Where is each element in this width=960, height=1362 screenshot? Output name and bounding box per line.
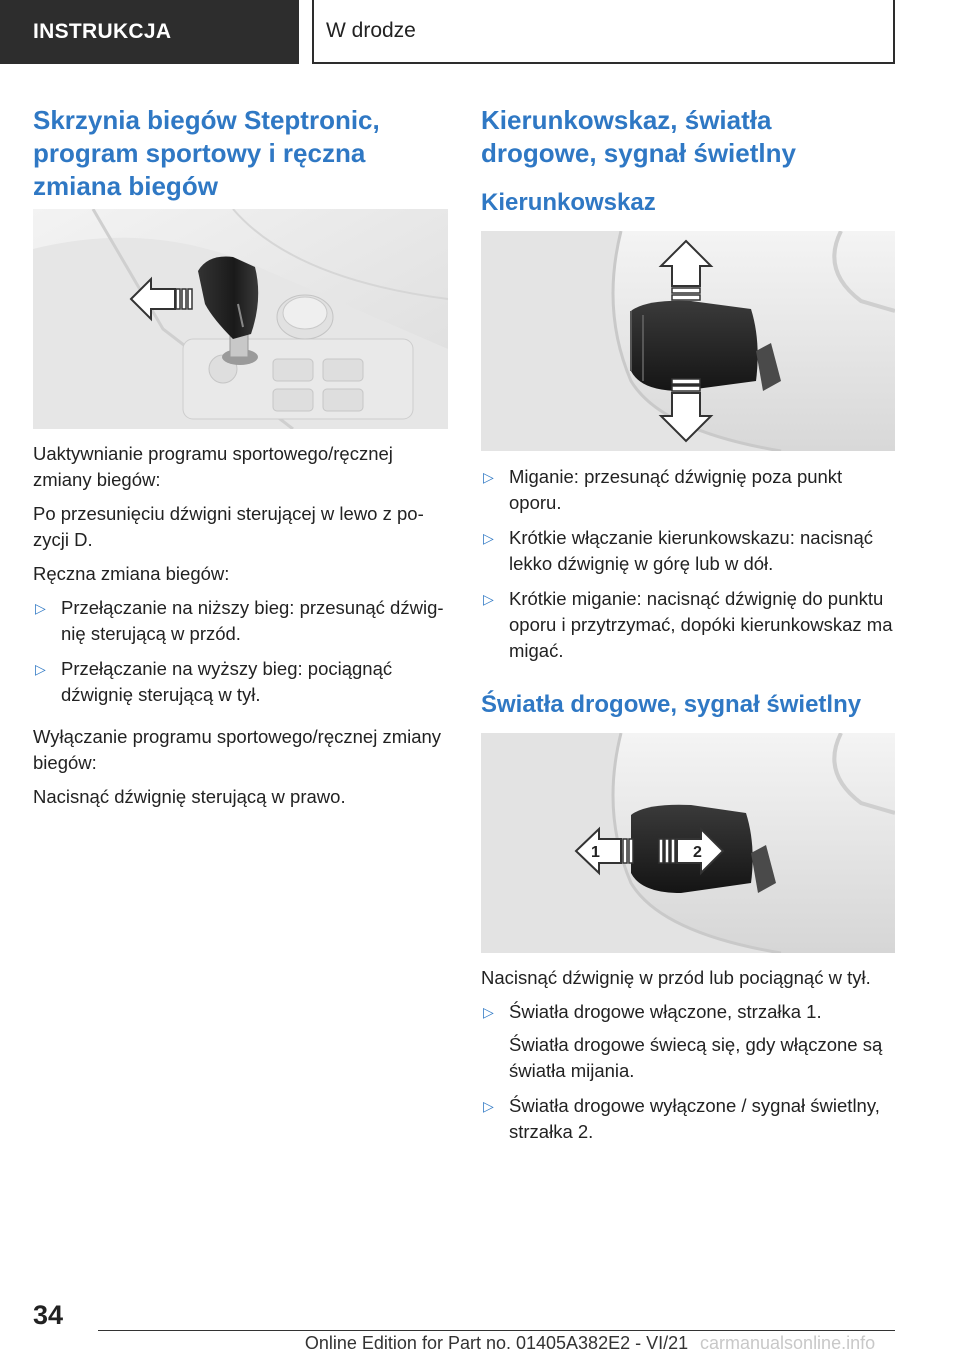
list-item xyxy=(481,586,895,664)
triangle-bullet-icon: ▷ xyxy=(483,1004,494,1020)
list-item xyxy=(481,999,895,1084)
high-beam-lever-illustration xyxy=(481,733,895,953)
list-item xyxy=(33,595,448,647)
bullet-list xyxy=(481,999,895,1145)
section-title-steptronic xyxy=(33,104,448,203)
list-item xyxy=(33,656,448,708)
list-item xyxy=(481,1093,895,1145)
bullet-list xyxy=(481,464,895,664)
turn-signal-text xyxy=(481,464,895,673)
watermark: carmanualsonline.info xyxy=(700,1333,876,1353)
arrow-label-1: 1 xyxy=(591,844,600,861)
list-item xyxy=(481,525,895,577)
list-item-text: Przełączanie na niższy bieg: przesunąć dźwig-nię sterującą w przód. xyxy=(61,597,444,644)
paragraph: Nacisnąć dźwignię sterującą w prawo. xyxy=(33,786,346,807)
paragraph: Ręczna zmiana biegów: xyxy=(33,563,230,584)
triangle-bullet-icon: ▷ xyxy=(483,591,494,607)
chapter-tab: W drodze xyxy=(312,0,895,64)
page-header xyxy=(0,0,960,66)
list-item-text: Miganie: przesunąć dźwignię poza punkt oporu. xyxy=(509,466,843,513)
high-beam-text xyxy=(481,965,895,1154)
footer-edition: Online Edition for Part no. 01405A382E2 - VI/21 xyxy=(304,1333,689,1353)
title-line: Skrzynia biegów Steptronic, xyxy=(33,105,380,135)
list-item-text: Światła drogowe włączone, strzałka 1. xyxy=(509,1001,822,1022)
section-title-turn-signal xyxy=(481,104,895,170)
section-tab: INSTRUKCJA xyxy=(0,0,299,64)
paragraph: Wyłączanie programu sportowego/ręcznej zmiany biegów: xyxy=(33,726,442,773)
title-line: program sportowy i ręczna xyxy=(33,138,366,168)
list-item-text: Przełączanie na wyższy bieg: pociągnąć dźwignię sterującą w tył. xyxy=(61,658,393,705)
paragraph: Po przesunięciu dźwigni sterującej w lewo z po-zycji D. xyxy=(33,503,424,550)
page-number: 34 xyxy=(33,1300,64,1330)
triangle-bullet-icon: ▷ xyxy=(483,469,494,485)
paragraph: Nacisnąć dźwignię w przód lub pociągnąć w tył. xyxy=(481,967,871,988)
title-line: Kierunkowskaz, światła xyxy=(481,105,772,135)
list-item xyxy=(481,464,895,516)
left-body-text xyxy=(33,441,448,818)
list-item-subparagraph: Światła drogowe świecą się, gdy włączone są światła mijania. xyxy=(509,1034,883,1081)
triangle-bullet-icon: ▷ xyxy=(483,1098,494,1114)
list-item-text: Krótkie włączanie kierunkowskazu: nacisnąć lekko dźwignię w górę lub w dół. xyxy=(509,527,874,574)
footer-divider xyxy=(98,1330,895,1331)
subsection-title-turn-signal: Kierunkowskaz xyxy=(481,189,656,216)
triangle-bullet-icon: ▷ xyxy=(35,600,46,616)
title-line: zmiana biegów xyxy=(33,171,218,201)
turn-signal-lever-illustration xyxy=(481,231,895,451)
gear-selector-illustration xyxy=(33,209,448,429)
triangle-bullet-icon: ▷ xyxy=(35,661,46,677)
bullet-list xyxy=(33,595,448,708)
title-line: drogowe, sygnał świetlny xyxy=(481,138,796,168)
arrow-label-2: 2 xyxy=(693,844,702,861)
paragraph: Uaktywnianie programu sportowego/ręcznej zmiany biegów: xyxy=(33,443,393,490)
triangle-bullet-icon: ▷ xyxy=(483,530,494,546)
subsection-title-high-beam: Światła drogowe, sygnał świetlny xyxy=(481,691,862,718)
list-item-text: Krótkie miganie: nacisnąć dźwignię do punktu oporu i przytrzymać, dopóki kierunkowskaz ma migać. xyxy=(509,588,893,661)
list-item-text: Światła drogowe wyłączone / sygnał świetlny, strzałka 2. xyxy=(509,1095,880,1142)
